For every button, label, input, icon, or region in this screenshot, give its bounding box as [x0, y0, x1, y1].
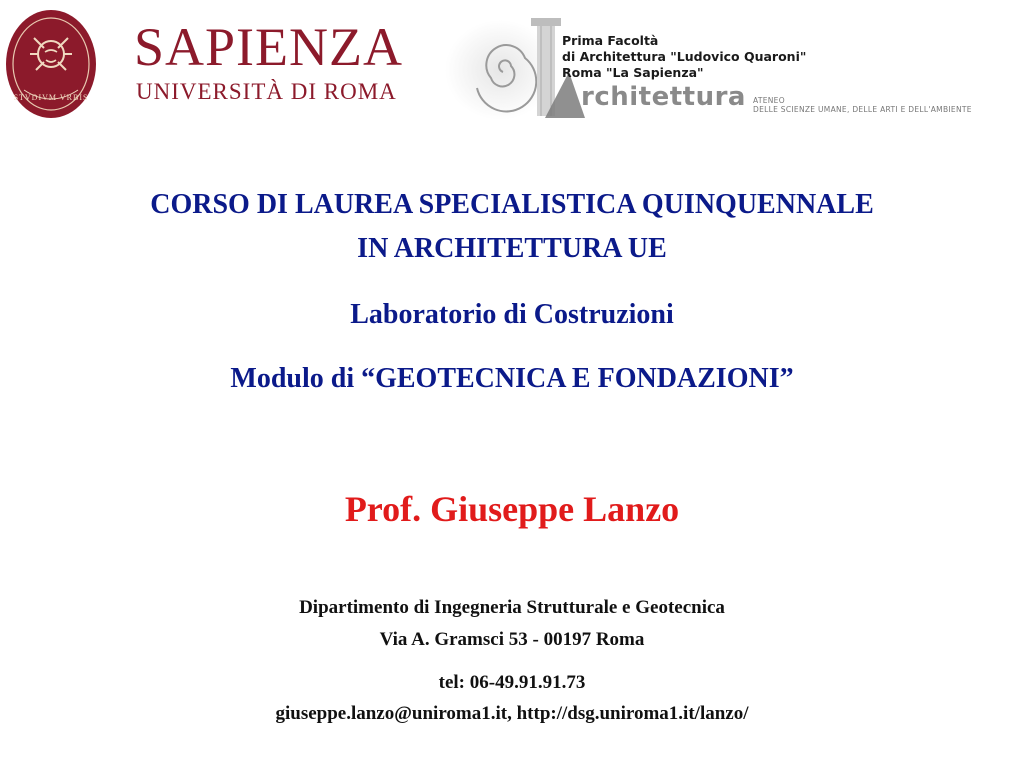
- telephone: tel: 06-49.91.91.73: [438, 672, 586, 693]
- ateneo-line-1: ATENEO: [753, 96, 785, 105]
- svg-text:STVDIVM VRBIS: STVDIVM VRBIS: [13, 93, 89, 102]
- faculty-line-3: Roma "La Sapienza": [562, 65, 704, 80]
- university-subtitle: UNIVERSITÀ DI ROMA: [136, 79, 397, 104]
- course-title-line-1: CORSO DI LAUREA SPECIALISTICA QUINQUENNALE: [150, 189, 874, 220]
- faculty-name: [562, 33, 806, 81]
- sapienza-seal-logo: [4, 8, 98, 120]
- lab-title: Laboratorio di Costruzioni: [350, 299, 674, 330]
- module-title: Modulo di “GEOTECNICA E FONDAZIONI”: [230, 363, 794, 394]
- address: Via A. Gramsci 53 - 00197 Roma: [379, 629, 645, 650]
- email-and-website: giuseppe.lanzo@uniroma1.it, http://dsg.uniroma1.it/lanzo/: [275, 703, 749, 724]
- faculty-line-1: Prima Facoltà: [562, 33, 659, 48]
- university-name: SAPIENZA: [134, 17, 404, 77]
- ateneo-line-2: DELLE SCIENZE UMANE, DELLE ARTI E DELL'AMBIENTE: [753, 105, 972, 114]
- faculty-line-2: di Architettura "Ludovico Quaroni": [562, 49, 807, 64]
- ateneo-caption: [753, 96, 972, 114]
- professor-name: Prof. Giuseppe Lanzo: [344, 489, 680, 529]
- department: Dipartimento di Ingegneria Strutturale e Geotecnica: [299, 597, 725, 618]
- course-title-line-2: IN ARCHITETTURA UE: [357, 233, 667, 264]
- faculty-wordmark: rchitettura: [581, 82, 746, 112]
